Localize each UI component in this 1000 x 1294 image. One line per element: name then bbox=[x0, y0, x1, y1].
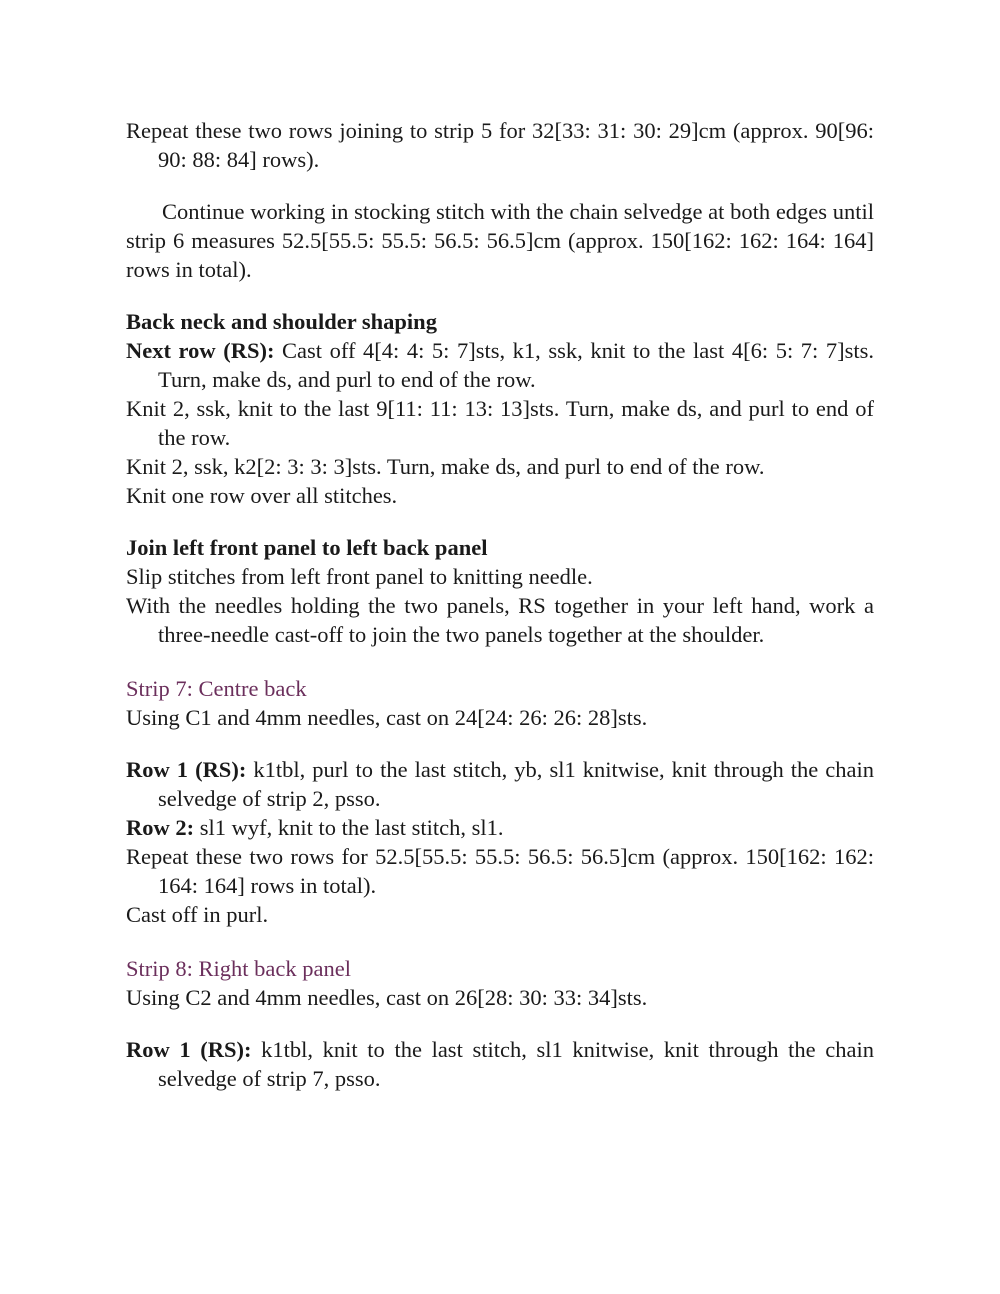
instruction-paragraph: Cast off in purl. bbox=[126, 902, 269, 927]
instruction-paragraph: With the needles holding the two panels, RS together in your left hand, work a three-needle cast-off to join the two panels together at the shoulder. bbox=[126, 593, 874, 647]
instruction-row bbox=[126, 813, 874, 842]
instruction-row bbox=[126, 755, 874, 813]
row-label: Row 1 (RS): bbox=[126, 757, 247, 782]
instruction-paragraph: Knit one row over all stitches. bbox=[126, 483, 398, 508]
row-label: Row 2: bbox=[126, 815, 195, 840]
row-label: Row 1 (RS): bbox=[126, 1037, 252, 1062]
row-text: Cast off 4[4: 4: 5: 7]sts, k1, ssk, knit to the last 4[6: 5: 7: 7]sts. Turn, make ds, and purl to end of the row. bbox=[158, 338, 874, 392]
strip-8-heading: Strip 8: Right back panel bbox=[126, 956, 351, 981]
instruction-row bbox=[126, 1035, 874, 1093]
row-label: Next row (RS): bbox=[126, 338, 275, 363]
row-text: sl1 wyf, knit to the last stitch, sl1. bbox=[194, 815, 504, 840]
instruction-row bbox=[126, 336, 874, 394]
section-heading-back-neck: Back neck and shoulder shaping bbox=[126, 309, 437, 334]
instruction-paragraph: Using C2 and 4mm needles, cast on 26[28: 30: 33: 34]sts. bbox=[126, 985, 648, 1010]
instruction-paragraph: Continue working in stocking stitch with the chain selvedge at both edges until strip 6 measures 52.5[55.5: 55.5: 56.5: 56.5]cm (approx. 150[162: 162: 164: 164] rows in total). bbox=[126, 199, 874, 282]
document-page bbox=[126, 116, 874, 1093]
instruction-paragraph: Slip stitches from left front panel to knitting needle. bbox=[126, 564, 593, 589]
section-heading-join: Join left front panel to left back panel bbox=[126, 535, 488, 560]
instruction-paragraph: Knit 2, ssk, knit to the last 9[11: 11: 13: 13]sts. Turn, make ds, and purl to end of the row. bbox=[126, 396, 874, 450]
instruction-paragraph: Repeat these two rows for 52.5[55.5: 55.5: 56.5: 56.5]cm (approx. 150[162: 162: 164: 164] rows in total). bbox=[126, 844, 874, 898]
instruction-paragraph: Using C1 and 4mm needles, cast on 24[24: 26: 26: 28]sts. bbox=[126, 705, 648, 730]
row-text: k1tbl, knit to the last stitch, sl1 knitwise, knit through the chain selvedge of strip 7, psso. bbox=[158, 1037, 874, 1091]
instruction-paragraph: Knit 2, ssk, k2[2: 3: 3: 3]sts. Turn, make ds, and purl to end of the row. bbox=[126, 454, 765, 479]
strip-7-heading: Strip 7: Centre back bbox=[126, 676, 307, 701]
instruction-paragraph: Repeat these two rows joining to strip 5 for 32[33: 31: 30: 29]cm (approx. 90[96: 90: 88: 84] rows). bbox=[126, 118, 874, 172]
row-text: k1tbl, purl to the last stitch, yb, sl1 knitwise, knit through the chain selvedge of strip 2, psso. bbox=[158, 757, 874, 811]
